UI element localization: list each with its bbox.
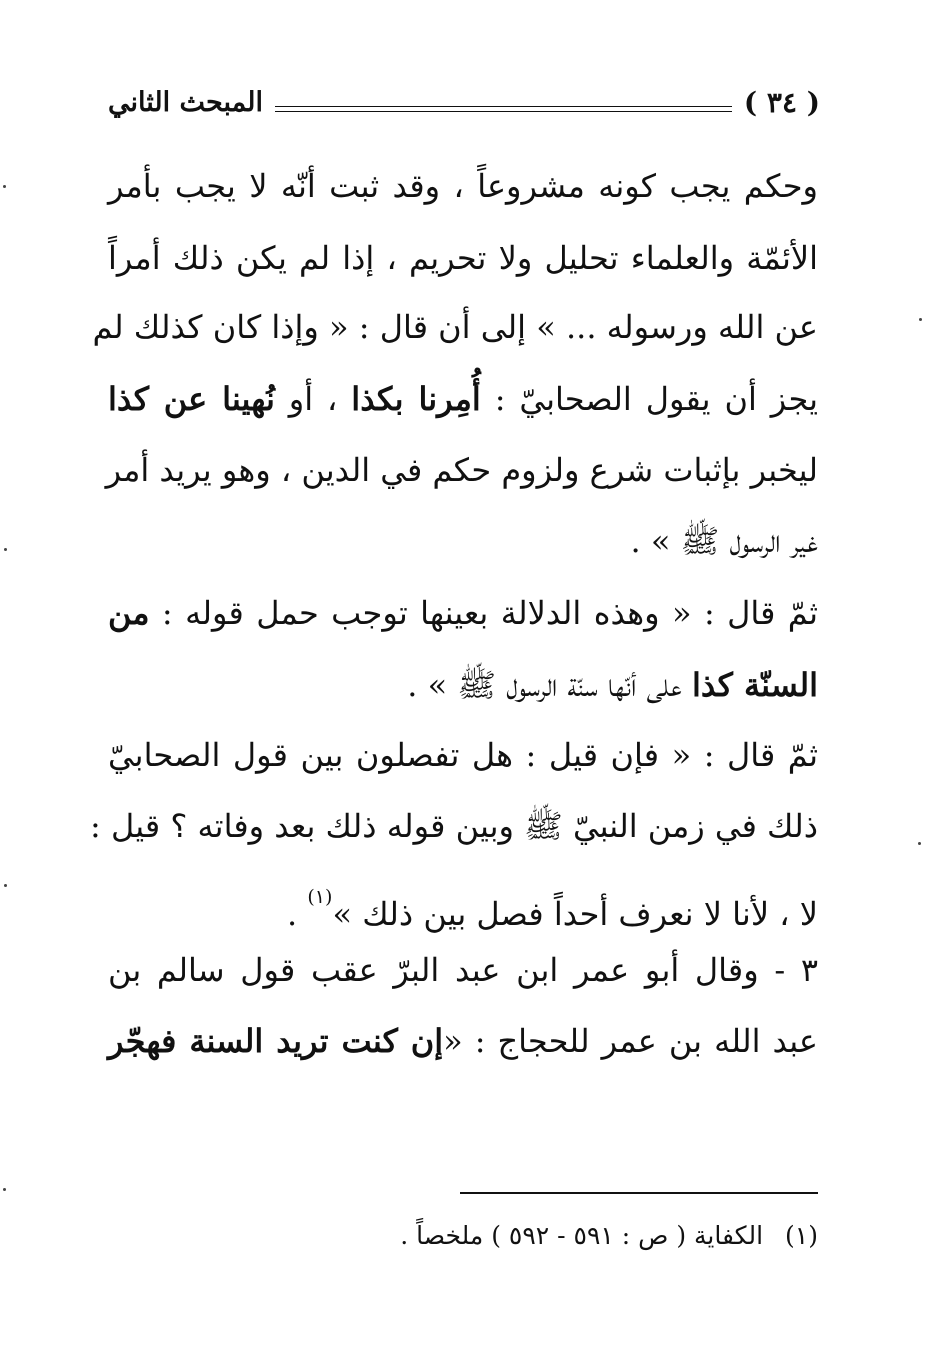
header-rule	[275, 106, 732, 112]
page-header	[108, 78, 820, 126]
quoted-phrase: إن كنت تريد السنة فهجّر	[108, 1022, 444, 1060]
footnote-separator	[460, 1192, 818, 1194]
text-span: .	[287, 895, 308, 933]
quoted-phrase: نُهينا عن كذا	[108, 380, 275, 418]
text-span: ، أو	[274, 380, 352, 418]
scan-speck	[3, 185, 6, 188]
footnote-text: الكفاية ( ص : ٥٩١ - ٥٩٢ ) ملخصاً .	[400, 1221, 764, 1250]
scan-speck	[4, 884, 7, 887]
text-span: على أنّها سنّة الرسول ﷺ » .	[407, 666, 692, 704]
scan-speck	[919, 318, 922, 321]
footnote-reference[interactable]: (١)	[307, 886, 333, 908]
text-line	[108, 582, 818, 644]
text-line	[108, 866, 818, 933]
footnote	[218, 1214, 818, 1258]
text-line: ٣ - وقال أبو عمر ابن عبد البرّ عقب قول سالم بن	[108, 951, 818, 989]
text-span: عبد الله بن عمر للحجاج : «	[443, 1022, 818, 1060]
page-number: ( ٣٤ )	[743, 85, 820, 119]
text-line: الأئمّة والعلماء تحليل ولا تحريم ، إذا لم يكن ذلك أمراً	[108, 239, 818, 277]
text-line	[108, 368, 818, 430]
text-line: عن الله ورسوله ... » إلى أن قال : « وإذا كان كذلك لم	[92, 308, 818, 346]
text-line: غير الرسول ﷺ » .	[630, 522, 818, 560]
text-span: ثمّ قال : « وهذه الدلالة بعينها توجب حمل قوله :	[161, 594, 819, 632]
scan-speck	[3, 1188, 6, 1191]
scan-speck	[4, 548, 7, 551]
text-line: وحكم يجب كونه مشروعاً ، وقد ثبت أنّه لا يجب بأمر	[108, 167, 818, 205]
text-line	[108, 654, 818, 716]
text-span: يجز أن يقول الصحابيّ :	[480, 380, 819, 418]
quoted-phrase: من	[108, 594, 150, 632]
text-line: ثمّ قال : « فإن قيل : هل تفصلون بين قول الصحابيّ	[108, 736, 818, 774]
quoted-phrase: السنّة كذا	[691, 666, 818, 704]
text-line	[108, 1010, 818, 1072]
quoted-phrase: أُمِرنا بكذا	[351, 380, 481, 418]
footnote-number: (١)	[785, 1221, 818, 1250]
section-title: المبحث الثاني	[108, 86, 263, 118]
text-span: لا ، لأنا لا نعرف أحداً فصل بين ذلك »	[332, 895, 818, 933]
text-line: ليخبر بإثبات شرع ولزوم حكم في الدين ، وهو يريد أمر	[105, 451, 818, 489]
text-line: ذلك في زمن النبيّ ﷺ وبين قوله ذلك بعد وفاته ؟ قيل :	[90, 807, 818, 845]
scan-speck	[918, 842, 921, 845]
